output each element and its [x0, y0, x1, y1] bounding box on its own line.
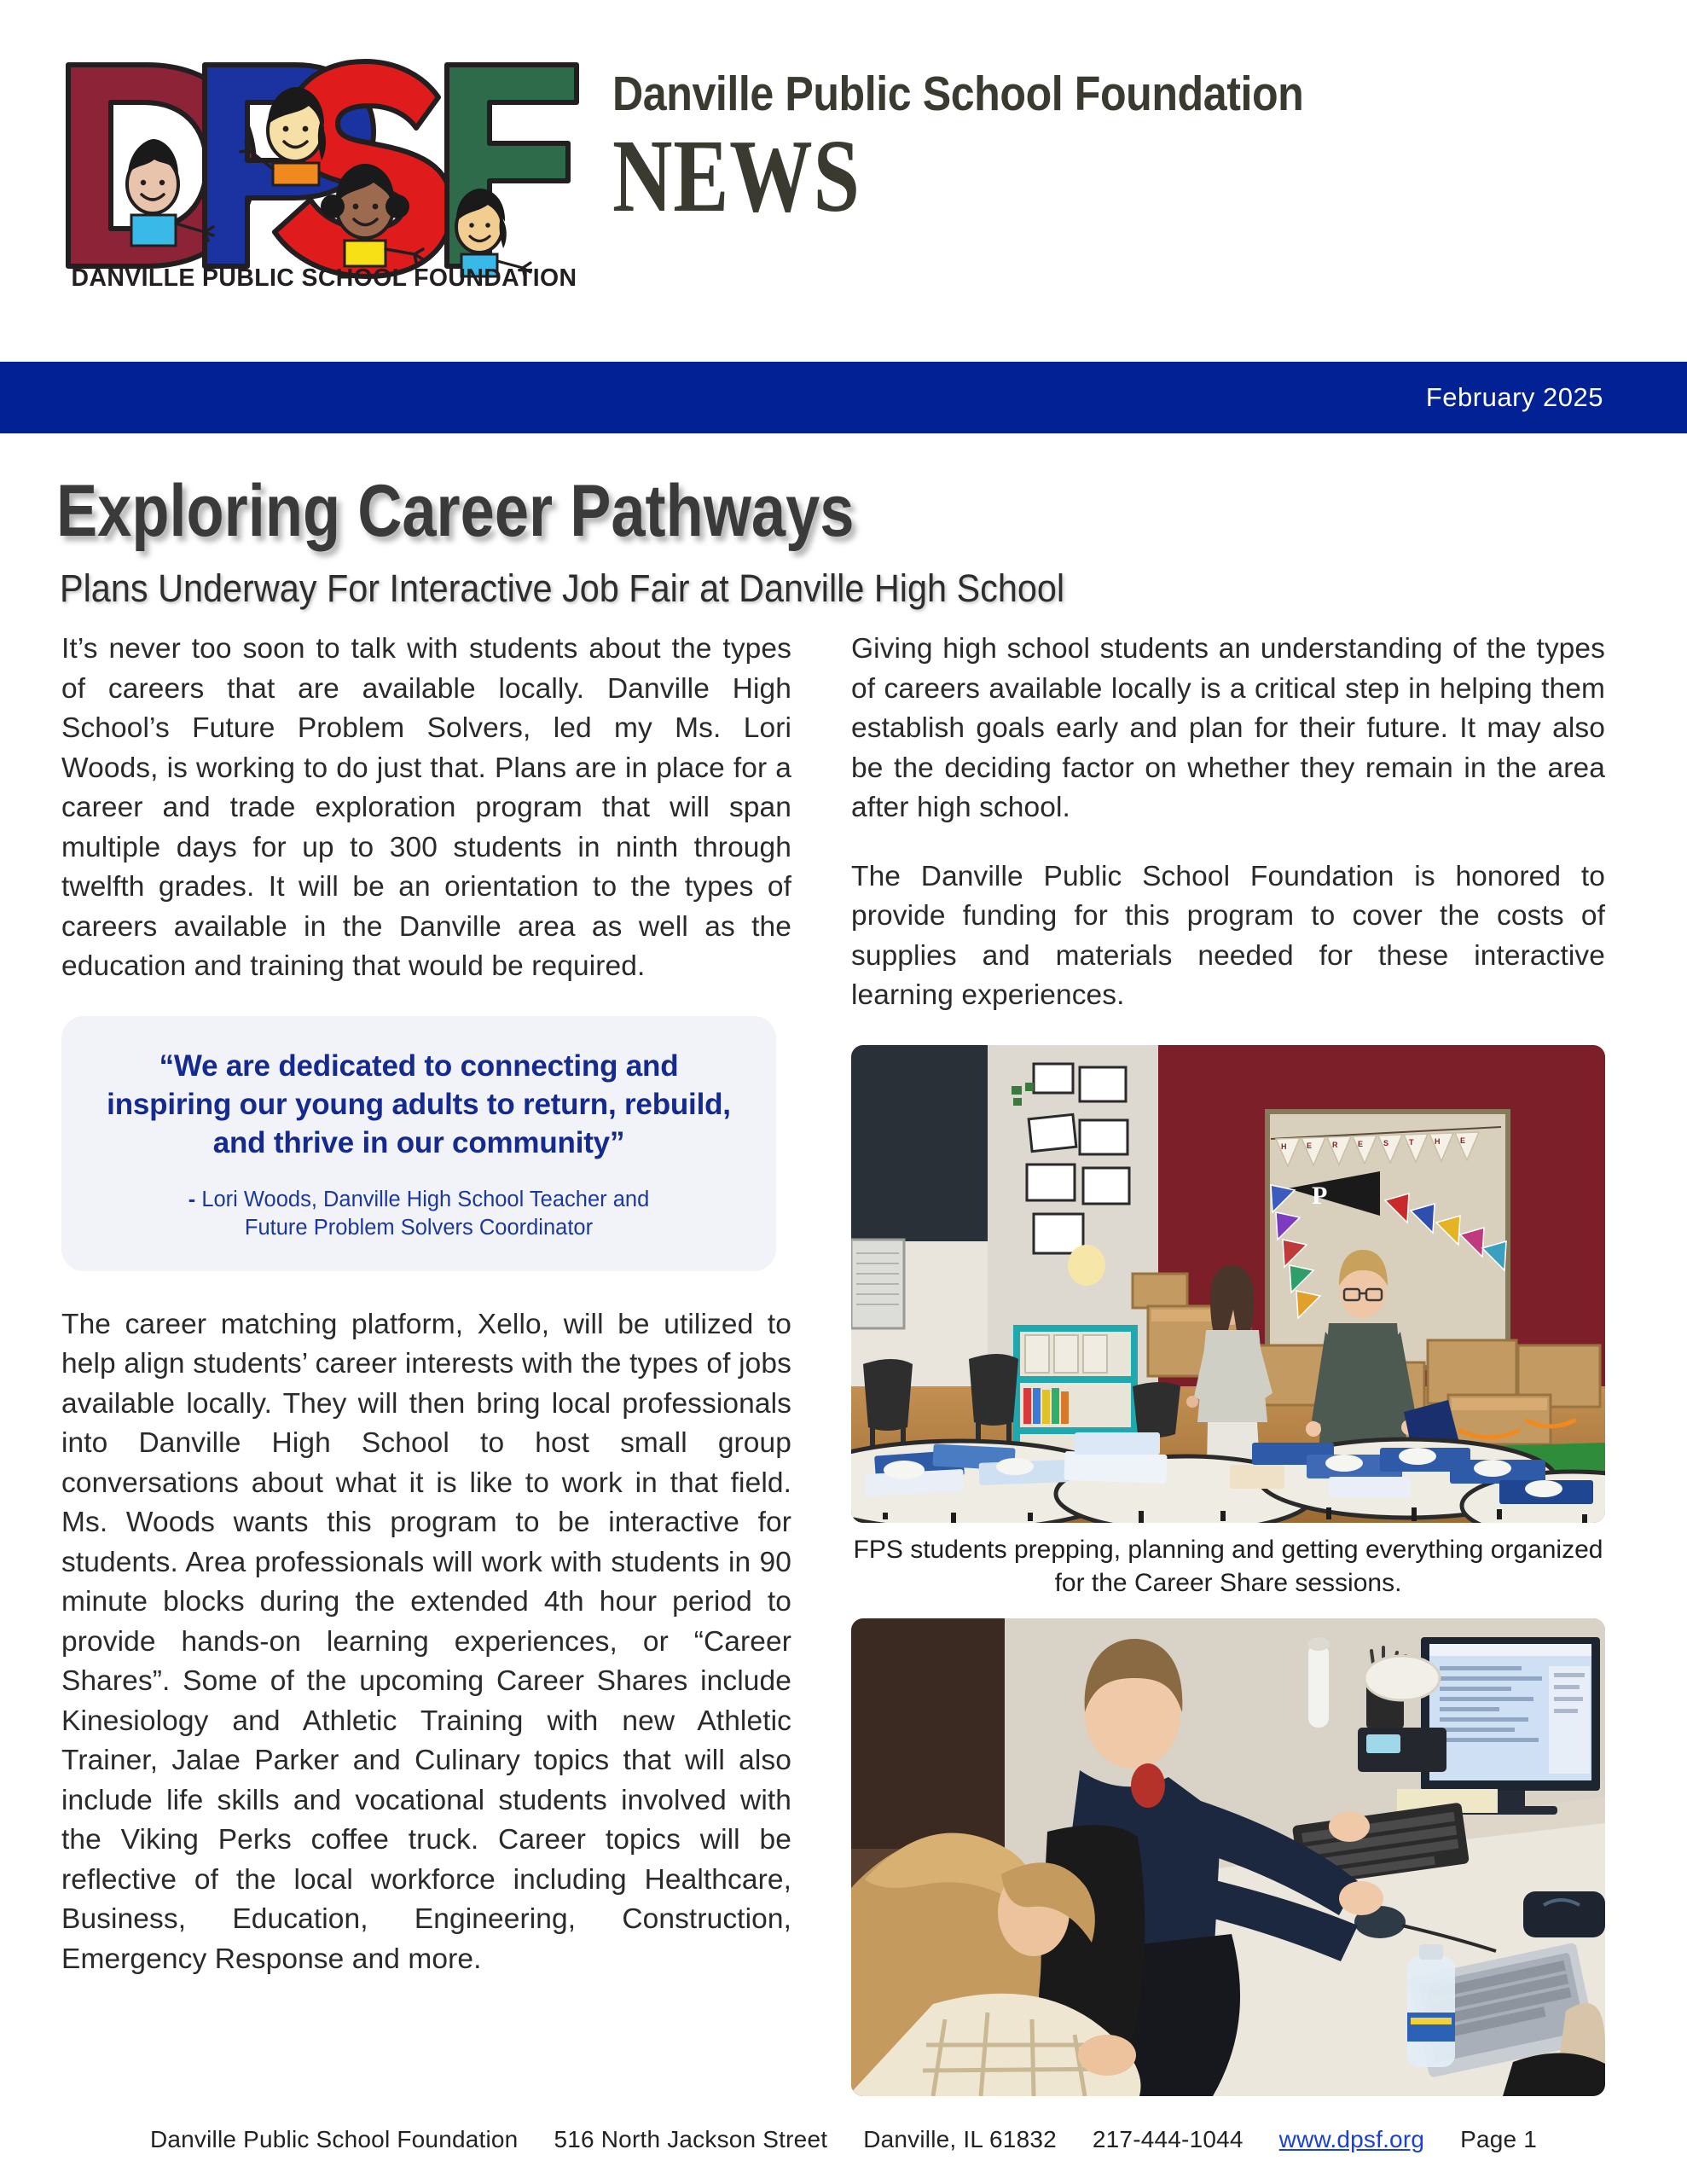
students-at-computers-photo — [851, 1618, 1605, 2096]
svg-text:P: P — [1312, 1181, 1328, 1210]
left-paragraph-2: The career matching platform, Xello, will be utilized to help align students’ career interests with the types of jobs available locally. They will then bring local professionals into Danville High School to host small group conversations about what it is like to work in that field. Ms. Woods wants this program to be interactive for students. Area professionals will work with students in 90 minute blocks during the extended 4th hour period to provide hands-on learning experiences, or “Career Shares”. Some of the upcoming Career Shares include Kinesiology and Athletic Training with new Athletic Trainer, Jalae Parker and Culinary topics that will also include life skills and vocational students involved with the Viking Perks coffee truck. Career topics will be reflective of the local workforce including Healthcare, Business, Education, Engineering, Construction, Emergency Response and more. — [61, 1308, 791, 1975]
dpsf-logo — [53, 41, 590, 322]
svg-text:E: E — [1460, 1136, 1466, 1145]
pull-quote-text: “We are dedicated to connecting and inspiring our young adults to return, rebuild, and thrive in our community” — [107, 1048, 731, 1159]
fps-students-prepping-photo — [851, 1045, 1605, 1523]
publication-title: NEWS — [612, 119, 861, 234]
photo-caption-1: FPS students prepping, planning and getting everything organized for the Career Share sessions. — [853, 1535, 1603, 1597]
issue-date: February 2025 — [1425, 382, 1603, 412]
masthead-text — [612, 67, 1636, 234]
logo-tagline: DANVILLE PUBLIC SCHOOL FOUNDATION — [71, 264, 577, 292]
left-paragraph-1: It’s never too soon to talk with students about the types of careers that are available locally. Danville High School’s Future Problem Solvers, led my Ms. Lori Woods, is working to do just that. Plans are in place for a career and trade exploration program that will span multiple days for up to 300 students in ninth through twelfth grades. It will be an orientation to the types of careers available in the Danville area as well as the education and training that would be required. — [61, 633, 791, 982]
pull-quote-dash: - — [188, 1187, 196, 1211]
svg-text:T: T — [1409, 1137, 1414, 1147]
pull-quote-attribution — [97, 1186, 740, 1242]
article-headline: Exploring Career Pathways — [56, 470, 855, 552]
footer-website-link[interactable]: www.dpsf.org — [1278, 2126, 1425, 2152]
svg-text:R: R — [1332, 1140, 1338, 1149]
masthead — [0, 0, 1687, 362]
pull-quote-attr-line-1: Lori Woods, Danville High School Teacher and — [201, 1187, 650, 1211]
footer-city-state-zip: Danville, IL 61832 — [863, 2126, 1057, 2152]
footer-page-number: Page 1 — [1460, 2126, 1538, 2152]
pull-quote-box — [61, 1016, 776, 1271]
footer-phone: 217-444-1044 — [1092, 2126, 1244, 2152]
issue-date-bar — [0, 362, 1687, 433]
left-column — [61, 630, 791, 1979]
svg-text:H: H — [1281, 1141, 1287, 1151]
right-paragraph-2: The Danville Public School Foundation is honored to provide funding for this program to cover the costs of supplies and materials needed for these interactive learning experiences. — [851, 860, 1605, 1011]
svg-text:S: S — [1383, 1138, 1389, 1147]
right-column — [851, 630, 1605, 2096]
svg-text:E: E — [1307, 1141, 1313, 1150]
page-footer — [0, 2126, 1687, 2153]
footer-street: 516 North Jackson Street — [554, 2126, 828, 2152]
svg-text:E: E — [1358, 1139, 1364, 1148]
pull-quote-attr-line-2: Future Problem Solvers Coordinator — [244, 1215, 594, 1240]
footer-organization: Danville Public School Foundation — [149, 2126, 519, 2152]
right-paragraph-1: Giving high school students an understanding of the types of careers available locally is a critical step in helping them establish goals early and plan for their future. It may also be the deciding factor on whether they remain in the area after high school. — [851, 633, 1605, 823]
organization-title: Danville Public School Foundation — [612, 67, 1304, 121]
article-subhead: Plans Underway For Interactive Job Fair at Danville High School — [60, 566, 1065, 610]
svg-text:H: H — [1435, 1136, 1441, 1146]
